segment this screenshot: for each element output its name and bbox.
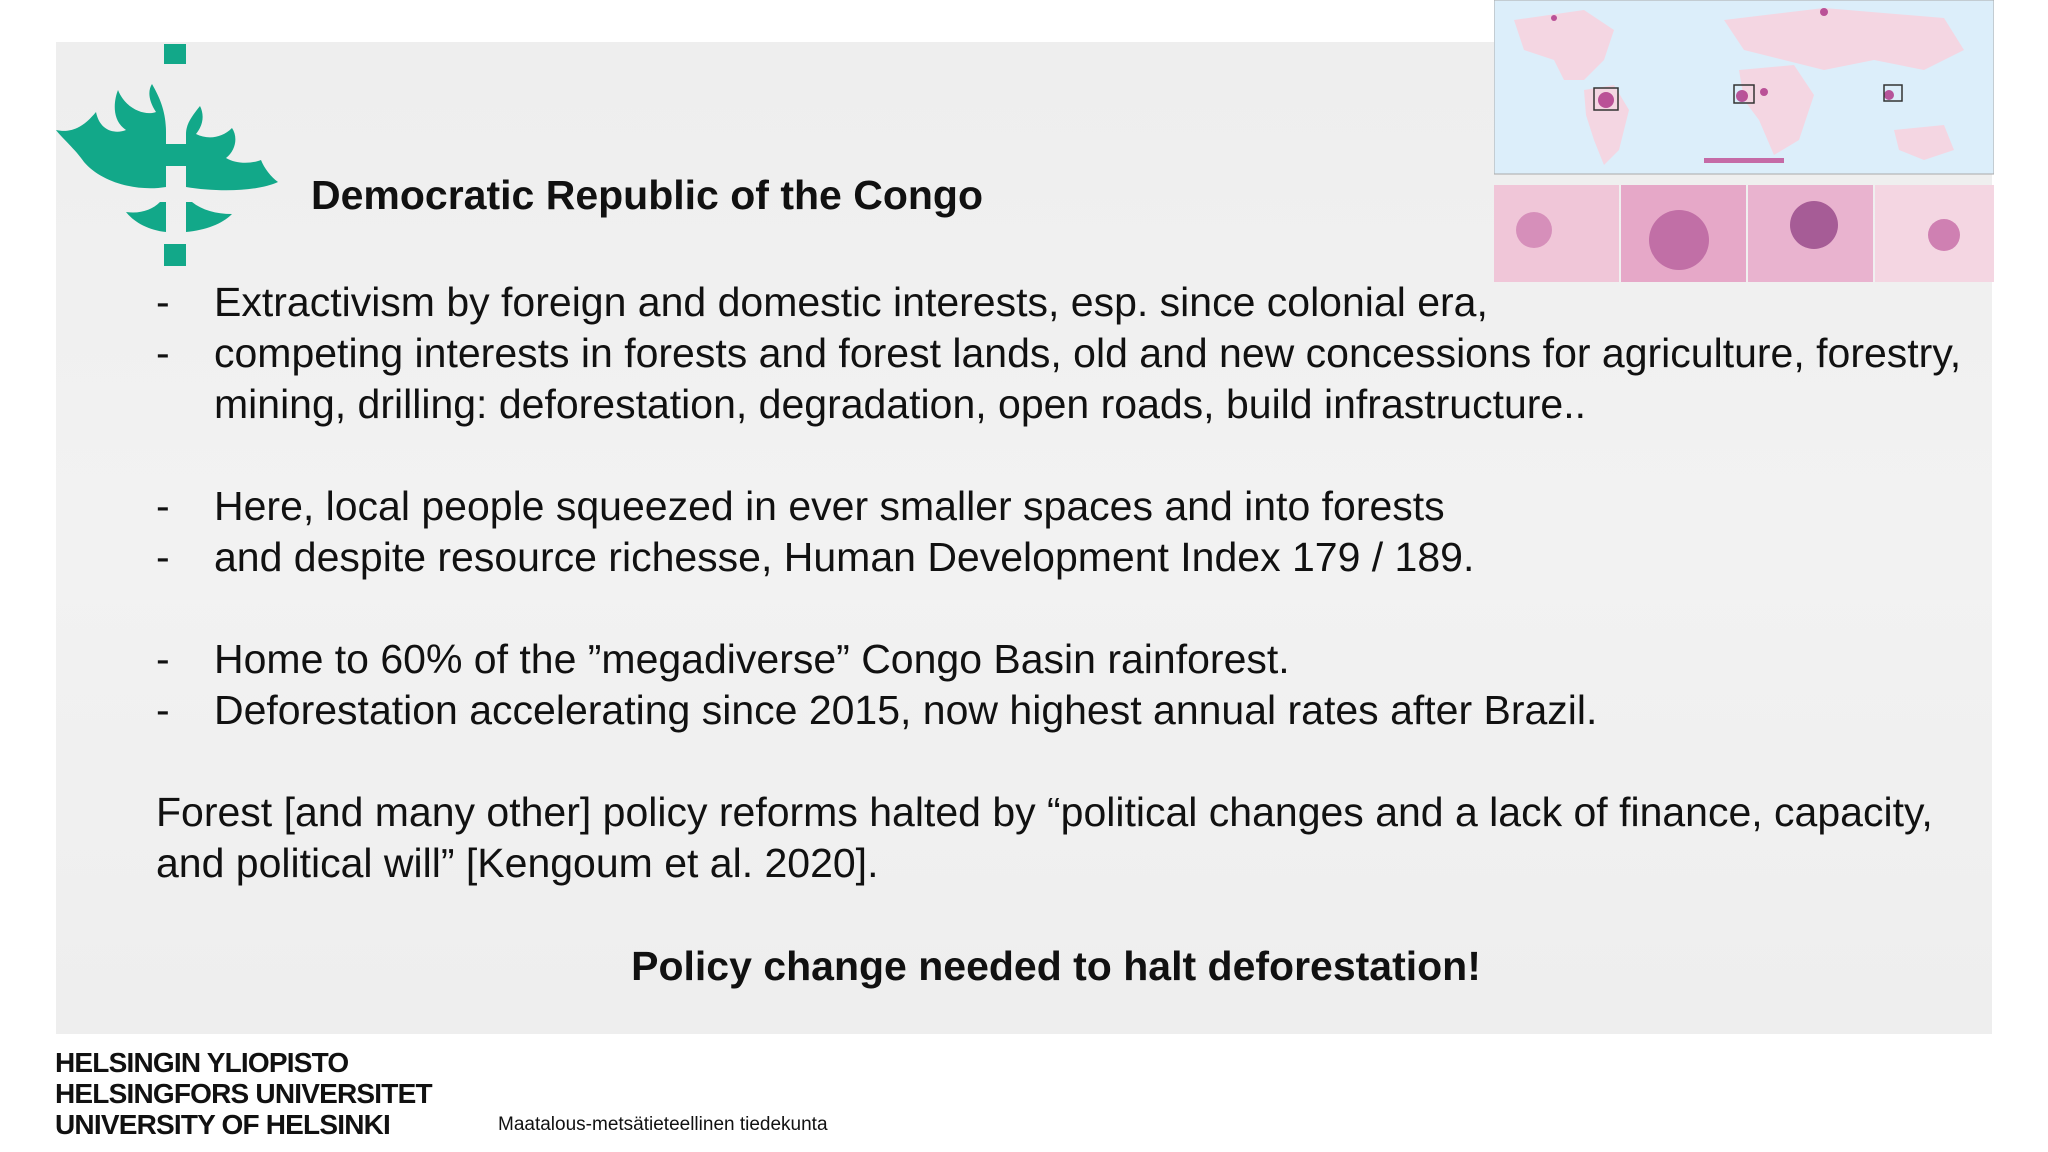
university-name-line: HELSINGFORS UNIVERSITET	[55, 1078, 432, 1109]
bullet-item	[156, 277, 1976, 328]
bullet-content	[156, 277, 1976, 889]
bullet-dash: -	[156, 534, 170, 580]
closing-statement: Policy change needed to halt deforestation!	[631, 943, 1481, 989]
spacer	[156, 583, 1976, 634]
spacer	[156, 430, 1976, 481]
bullet-dash: -	[156, 330, 170, 376]
bullet-text: Deforestation accelerating since 2015, now highest annual rates after Brazil.	[214, 687, 1598, 733]
bullet-dash: -	[156, 687, 170, 733]
bullet-text: and despite resource richesse, Human Development Index 179 / 189.	[214, 534, 1475, 580]
university-name-line: HELSINGIN YLIOPISTO	[55, 1047, 349, 1078]
faculty-name: Maatalous-metsätieteellinen tiedekunta	[498, 1114, 828, 1135]
bullet-dash: -	[156, 636, 170, 682]
bullet-item	[156, 481, 1976, 532]
bullet-item	[156, 685, 1976, 736]
bullet-text: Extractivism by foreign and domestic interests, esp. since colonial era,	[214, 279, 1488, 325]
spacer	[156, 736, 1976, 787]
citation-paragraph: Forest [and many other] policy reforms halted by “political changes and a lack of finance, capacity, and political will” [Kengoum et al. 2020].	[156, 789, 1933, 886]
bullet-item	[156, 328, 1976, 430]
university-flame-logo	[56, 42, 296, 272]
bullet-text: Home to 60% of the ”megadiverse” Congo Basin rainforest.	[214, 636, 1290, 682]
bullet-item	[156, 634, 1976, 685]
bullet-dash: -	[156, 279, 170, 325]
bullet-text: Here, local people squeezed in ever smaller spaces and into forests	[214, 483, 1445, 529]
bullet-dash: -	[156, 483, 170, 529]
university-name	[55, 1047, 432, 1140]
slide-title: Democratic Republic of the Congo	[311, 172, 983, 218]
bullet-item	[156, 532, 1976, 583]
deforestation-world-map	[1494, 0, 1994, 284]
university-name-line: UNIVERSITY OF HELSINKI	[55, 1109, 391, 1140]
bullet-text: competing interests in forests and forest lands, old and new concessions for agriculture, forestry, mining, drilling: deforestation, degradation, open roads, build infrastructure..	[214, 330, 1962, 427]
